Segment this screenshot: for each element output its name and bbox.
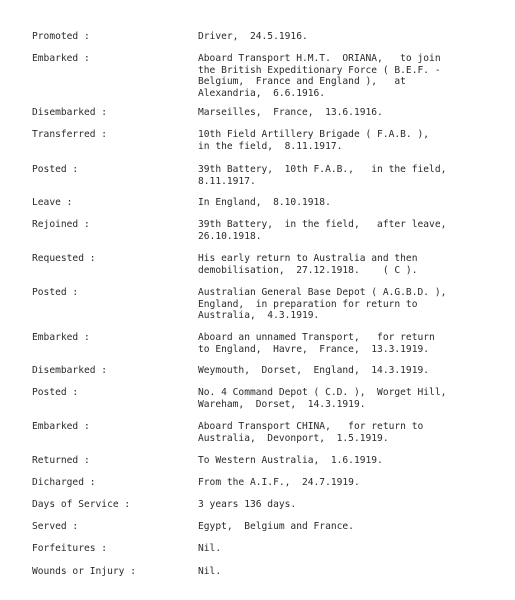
- record-value-line: Driver, 24.5.1916.: [198, 31, 308, 42]
- record-value: [198, 253, 498, 276]
- record-label: Embarked :: [32, 332, 90, 343]
- record-value: [198, 566, 498, 578]
- record-value-line: Australia, Devonport, 1.5.1919.: [198, 432, 389, 444]
- record-value: [198, 499, 498, 511]
- record-value: [198, 164, 498, 187]
- record-value-line: 8.11.1917.: [198, 175, 256, 187]
- record-label: Served :: [32, 521, 79, 532]
- record-value: [198, 521, 498, 533]
- record-value: [198, 107, 498, 119]
- record-value: [198, 477, 498, 489]
- record-value-line: to England, Havre, France, 13.3.1919.: [198, 343, 430, 355]
- record-value-line: 26.10.1918.: [198, 230, 262, 242]
- record-value: [198, 53, 498, 99]
- record-value-line: England, in preparation for return to: [198, 298, 418, 310]
- record-value-line: in the field, 8.11.1917.: [198, 140, 343, 152]
- record-label: Embarked :: [32, 421, 90, 432]
- record-value-line: Egypt, Belgium and France.: [198, 521, 354, 532]
- record-value-line: His early return to Australia and then: [198, 253, 418, 264]
- record-label: Dicharged :: [32, 477, 96, 488]
- record-label: Days of Service :: [32, 499, 131, 510]
- record-value-line: Australian General Base Depot ( A.G.B.D. ),: [198, 287, 447, 298]
- record-value-line: Nil.: [198, 543, 222, 554]
- record-label: Wounds or Injury :: [32, 566, 136, 577]
- record-value-line: Weymouth, Dorset, England, 14.3.1919.: [198, 365, 430, 376]
- record-value: [198, 421, 498, 444]
- record-value: [198, 365, 498, 377]
- record-value: [198, 129, 498, 152]
- record-label: Disembarked :: [32, 107, 108, 118]
- record-label: Forfeitures :: [32, 543, 108, 554]
- record-value: [198, 197, 498, 209]
- record-label: Posted :: [32, 387, 79, 398]
- record-value-line: To Western Australia, 1.6.1919.: [198, 455, 383, 466]
- record-value-line: the British Expeditionary Force ( B.E.F. -: [198, 64, 441, 76]
- record-label: Disembarked :: [32, 365, 108, 376]
- record-label: Posted :: [32, 164, 79, 175]
- record-value-line: Nil.: [198, 566, 222, 577]
- record-value-line: No. 4 Command Depot ( C.D. ), Worget Hill,: [198, 387, 447, 398]
- record-label: Requested :: [32, 253, 96, 264]
- record-value: [198, 31, 498, 43]
- record-value: [198, 543, 498, 555]
- record-value-line: From the A.I.F., 24.7.1919.: [198, 477, 360, 488]
- record-value-line: In England, 8.10.1918.: [198, 197, 331, 208]
- record-label: Embarked :: [32, 53, 90, 64]
- record-label: Returned :: [32, 455, 90, 466]
- record-value-line: Aboard Transport H.M.T. ORIANA, to join: [198, 53, 441, 64]
- record-label: Rejoined :: [32, 219, 90, 230]
- record-value-line: Belgium, France and England ), at: [198, 76, 406, 87]
- record-label: Transferred :: [32, 129, 108, 140]
- record-value-line: demobilisation, 27.12.1918. ( C ).: [198, 264, 418, 276]
- record-value-line: Wareham, Dorset, 14.3.1919.: [198, 398, 366, 410]
- record-value: [198, 455, 498, 467]
- record-value: [198, 219, 498, 242]
- record-value-line: Australia, 4.3.1919.: [198, 310, 320, 321]
- record-value-line: 39th Battery, in the field, after leave,: [198, 219, 447, 230]
- record-label: Promoted :: [32, 31, 90, 42]
- record-value-line: Aboard an unnamed Transport, for return: [198, 332, 435, 343]
- record-value-line: Aboard Transport CHINA, for return to: [198, 421, 424, 432]
- record-value-line: Alexandria, 6.6.1916.: [198, 87, 326, 99]
- record-value: [198, 287, 498, 322]
- record-value: [198, 387, 498, 410]
- record-value-line: 39th Battery, 10th F.A.B., in the field,: [198, 164, 447, 175]
- record-value-line: 3 years 136 days.: [198, 499, 297, 510]
- record-label: Posted :: [32, 287, 79, 298]
- record-value-line: Marseilles, France, 13.6.1916.: [198, 107, 383, 118]
- record-value: [198, 332, 498, 355]
- record-value-line: 10th Field Artillery Brigade ( F.A.B. ),: [198, 129, 430, 140]
- record-label: Leave :: [32, 197, 73, 208]
